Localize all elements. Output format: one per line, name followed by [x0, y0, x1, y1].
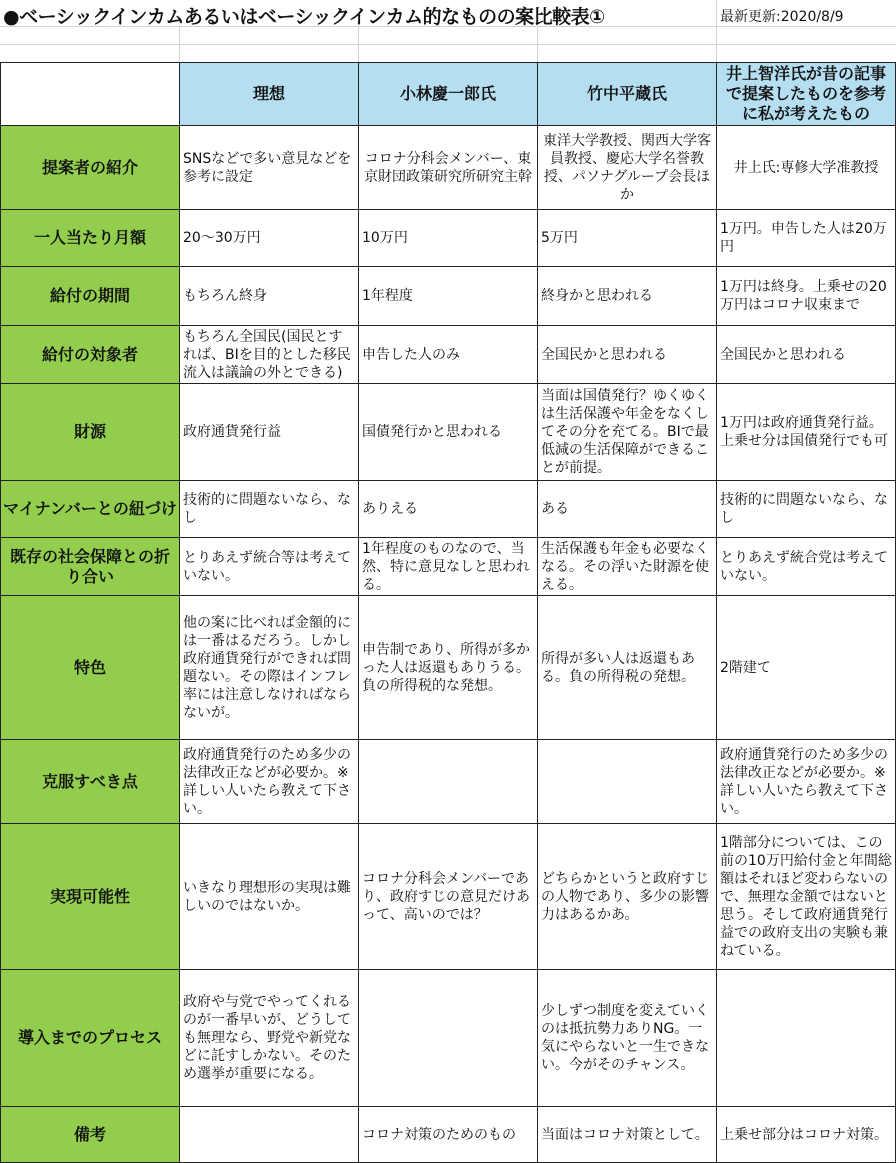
table-row: [1, 326, 896, 384]
row-header[interactable]: 実現可能性: [1, 824, 180, 970]
table-cell[interactable]: [538, 740, 717, 824]
grid-line: [716, 0, 717, 62]
table-row: [1, 126, 896, 210]
table-cell[interactable]: 政府通貨発行のため多少の法律改正などが必要か。※詳しい人いたら教えて下さい。: [717, 740, 896, 824]
table-row: [1, 538, 896, 596]
table-cell[interactable]: もちろん終身: [180, 267, 359, 326]
column-header-inoue[interactable]: 井上智洋氏が昔の記事で提案したものを参考に私が考えたもの: [717, 63, 896, 126]
table-cell[interactable]: コロナ分科会メンバー、東京財団政策研究所研究主幹: [359, 126, 538, 210]
table-cell[interactable]: 全国民かと思われる: [538, 326, 717, 384]
row-header[interactable]: 一人当たり月額: [1, 210, 180, 267]
comparison-table: [0, 62, 896, 1163]
grid-line: [537, 26, 538, 62]
column-header-kobayashi[interactable]: 小林慶一郎氏: [359, 63, 538, 126]
table-cell[interactable]: コロナ分科会メンバーであり、政府すじの意見だけあって、高いのでは？: [359, 824, 538, 970]
table-cell[interactable]: [180, 1107, 359, 1163]
table-cell[interactable]: 国債発行かと思われる: [359, 384, 538, 481]
grid-line: [0, 44, 896, 45]
table-cell[interactable]: 終身かと思われる: [538, 267, 717, 326]
grid-line: [179, 26, 180, 62]
column-header-ideal[interactable]: 理想: [180, 63, 359, 126]
table-cell[interactable]: 政府や与党でやってくれるのが一番早いが、どうしても無理なら、野党や新党などに託すしかない。そのため選挙が重要になる。: [180, 970, 359, 1107]
table-row: [1, 596, 896, 740]
table-cell[interactable]: ある: [538, 481, 717, 538]
last-updated: 最新更新:2020/8/9: [720, 9, 844, 25]
grid-line: [358, 26, 359, 62]
table-cell[interactable]: 全国民かと思われる: [717, 326, 896, 384]
table-cell[interactable]: 所得が多い人は返還もある。負の所得税の発想。: [538, 596, 717, 740]
table-cell[interactable]: SNSなどで多い意見などを参考に設定: [180, 126, 359, 210]
table-row: [1, 267, 896, 326]
table-cell[interactable]: 他の案に比べれば金額的には一番はるだろう。しかし政府通貨発行ができれば問題ない。その際はインフレ率には注意しなければならないが。: [180, 596, 359, 740]
table-cell[interactable]: 当面はコロナ対策として。: [538, 1107, 717, 1163]
table-cell[interactable]: とりあえず統合等は考えていない。: [180, 538, 359, 596]
table-cell[interactable]: 少しずつ制度を変えていくのは抵抗勢力ありNG。一気にやらないと一生できない。今がそのチャンス。: [538, 970, 717, 1107]
table-cell[interactable]: 10万円: [359, 210, 538, 267]
table-cell[interactable]: 上乗せ部分はコロナ対策。: [717, 1107, 896, 1163]
table-cell[interactable]: [717, 970, 896, 1107]
row-header[interactable]: 給付の期間: [1, 267, 180, 326]
table-cell[interactable]: 政府通貨発行益: [180, 384, 359, 481]
table-cell[interactable]: いきなり理想形の実現は難しいのではないか。: [180, 824, 359, 970]
row-header[interactable]: 備考: [1, 1107, 180, 1163]
table-cell[interactable]: 1万円は政府通貨発行益。上乗せ分は国債発行でも可: [717, 384, 896, 481]
table-row: [1, 740, 896, 824]
row-header[interactable]: 給付の対象者: [1, 326, 180, 384]
table-cell[interactable]: 20〜30万円: [180, 210, 359, 267]
row-header[interactable]: 既存の社会保障との折り合い: [1, 538, 180, 596]
table-row: [1, 481, 896, 538]
table-cell[interactable]: 1年程度のものなので、当然、特に意見なしと思われる。: [359, 538, 538, 596]
table-row: [1, 210, 896, 267]
table-cell[interactable]: [359, 740, 538, 824]
header-row: [1, 63, 896, 126]
table-cell[interactable]: 申告した人のみ: [359, 326, 538, 384]
table-cell[interactable]: 1年程度: [359, 267, 538, 326]
table-row: [1, 824, 896, 970]
table-cell[interactable]: 技術的に問題ないなら、なし: [180, 481, 359, 538]
table-cell[interactable]: とりあえず統合党は考えていない。: [717, 538, 896, 596]
row-header[interactable]: 提案者の紹介: [1, 126, 180, 210]
row-header[interactable]: マイナンバーとの紐づけ: [1, 481, 180, 538]
table-cell[interactable]: 政府通貨発行のため多少の法律改正などが必要か。※詳しい人いたら教えて下さい。: [180, 740, 359, 824]
table-cell[interactable]: 1万円。申告した人は20万円: [717, 210, 896, 267]
table-row: [1, 970, 896, 1107]
table-row: [1, 1107, 896, 1163]
table-cell[interactable]: 1階部分については、この前の10万円給付金と年間総額はそれほど変わらないので、無理な金額ではないと思う。そして政府通貨発行益での政府支出の実験も兼ねている。: [717, 824, 896, 970]
row-header[interactable]: 克服すべき点: [1, 740, 180, 824]
table-cell[interactable]: もちろん全国民(国民とすれば、BIを目的とした移民流入は議論の外とできる): [180, 326, 359, 384]
table-cell[interactable]: 5万円: [538, 210, 717, 267]
table-cell[interactable]: どちらかというと政府すじの人物であり、多少の影響力はあるかあ。: [538, 824, 717, 970]
corner-cell[interactable]: [1, 63, 180, 126]
table-cell[interactable]: コロナ対策のためのもの: [359, 1107, 538, 1163]
table-cell[interactable]: 申告制であり、所得が多かった人は返還もありうる。負の所得税的な発想。: [359, 596, 538, 740]
row-header[interactable]: 導入までのプロセス: [1, 970, 180, 1107]
table-cell[interactable]: [359, 970, 538, 1107]
table-cell[interactable]: 東洋大学教授、関西大学客員教授、慶応大学名誉教授、パソナグループ会長ほか: [538, 126, 717, 210]
page-title: ●ベーシックインカムあるいはベーシックインカム的なものの案比較表①: [3, 6, 605, 28]
row-header[interactable]: 特色: [1, 596, 180, 740]
table-cell[interactable]: 2階建て: [717, 596, 896, 740]
row-header[interactable]: 財源: [1, 384, 180, 481]
table-cell[interactable]: 井上氏:専修大学准教授: [717, 126, 896, 210]
table-cell[interactable]: 1万円は終身。上乗せの20万円はコロナ収束まで: [717, 267, 896, 326]
table-cell[interactable]: 技術的に問題ないなら、なし: [717, 481, 896, 538]
table-cell[interactable]: 当面は国債発行？ゆくゆくは生活保護や年金をなくしてその分を充てる。BIで最低減の生活保障ができることが前提。: [538, 384, 717, 481]
table-cell[interactable]: 生活保護も年金も必要なくなる。その浮いた財源を使える。: [538, 538, 717, 596]
table-row: [1, 384, 896, 481]
column-header-takenaka[interactable]: 竹中平蔵氏: [538, 63, 717, 126]
table-cell[interactable]: ありえる: [359, 481, 538, 538]
